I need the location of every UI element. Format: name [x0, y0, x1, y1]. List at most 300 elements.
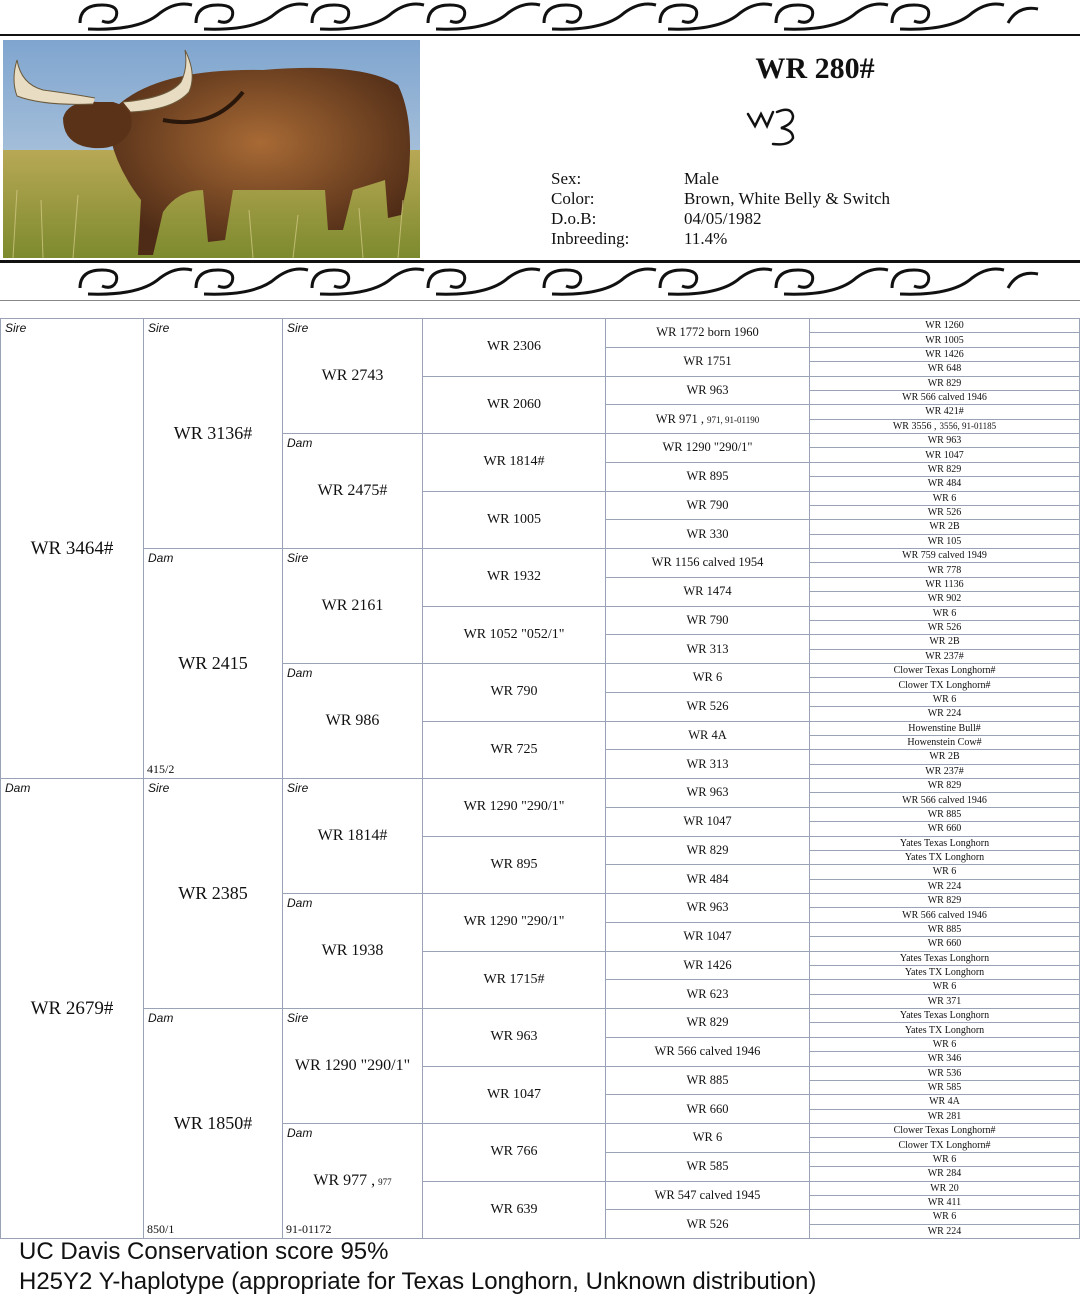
lower-rule: [0, 300, 1080, 301]
info-value: Male: [684, 169, 719, 188]
animal-name: WR 1052 "052/1": [463, 626, 565, 642]
animal-name: WR 829: [927, 377, 962, 389]
conservation-score: UC Davis Conservation score 95%: [19, 1238, 389, 1265]
animal-name-wrap: [656, 325, 758, 340]
animal-name: WR 1814#: [483, 454, 545, 470]
role-label: Sire: [148, 781, 170, 795]
animal-name: WR 536: [927, 1067, 962, 1079]
pedigree-cell-gen6: [810, 1067, 1080, 1081]
pedigree-cell-gen5: [606, 980, 810, 1009]
pedigree-cell-gen6: [810, 635, 1080, 649]
animal-name: WR 778: [927, 564, 962, 576]
animal-name: WR 566 calved 1946: [654, 1044, 761, 1059]
role-label: Dam: [148, 1011, 174, 1025]
animal-name-wrap: [322, 942, 384, 960]
pedigree-cell-gen6: [810, 405, 1080, 419]
animal-name-wrap: [693, 1130, 723, 1145]
registration-suffix: 971, 91-01190: [707, 414, 760, 425]
role-label: Sire: [287, 781, 309, 795]
pedigree-cell-gen6: [810, 1052, 1080, 1066]
pedigree-cell-gen6: [810, 1081, 1080, 1095]
animal-name: WR 790: [686, 612, 729, 627]
animal-name: WR 1260: [925, 320, 964, 332]
pedigree-cell-gen2: [144, 319, 283, 549]
animal-name: WR 963: [686, 900, 729, 915]
animal-name-wrap: [686, 699, 728, 714]
pedigree-cell-gen6: [810, 966, 1080, 980]
animal-name: Clower Texas Longhorn#: [893, 665, 996, 677]
pedigree-cell-gen6: [810, 1009, 1080, 1023]
animal-name-wrap: [928, 435, 962, 446]
pedigree-cell-gen4: [423, 722, 606, 780]
animal-name-wrap: [929, 521, 959, 532]
animal-name: WR 829: [927, 780, 962, 792]
animal-name: Howenstine Bull#: [908, 722, 981, 734]
role-label: Dam: [287, 896, 313, 910]
animal-name-wrap: [933, 866, 957, 877]
animal-name-wrap: [928, 536, 962, 547]
animal-name-wrap: [894, 665, 996, 676]
animal-name-wrap: [656, 412, 759, 427]
scroll-flourish: [80, 4, 1038, 29]
animal-name-wrap: [683, 929, 731, 944]
animal-name: WR 526: [927, 507, 962, 519]
animal-name-wrap: [686, 872, 728, 887]
animal-name: Yates Texas Longhorn: [899, 1010, 990, 1022]
animal-name: WR 895: [686, 469, 729, 484]
animal-name: WR 1426: [683, 957, 732, 972]
info-label: Color:: [551, 189, 595, 208]
animal-name: WR 484: [686, 871, 729, 886]
animal-name: WR 20: [930, 1182, 959, 1194]
animal-name: WR 6: [692, 1130, 723, 1145]
pedigree-cell-gen6: [810, 923, 1080, 937]
animal-name: WR 313: [686, 756, 729, 771]
animal-name-wrap: [686, 1073, 728, 1088]
animal-name-wrap: [905, 967, 984, 978]
animal-name: WR 6: [932, 1038, 957, 1050]
animal-name-wrap: [686, 843, 728, 858]
animal-name-wrap: [683, 814, 731, 829]
animal-name: WR 585: [927, 1082, 962, 1094]
animal-name-wrap: [686, 1102, 728, 1117]
animal-name-wrap: [928, 464, 962, 475]
animal-name: WR 1850#: [173, 1113, 253, 1133]
animal-name: WR 977 ,: [313, 1172, 376, 1189]
pedigree-cell-gen6: [810, 377, 1080, 391]
pedigree-cell-gen4: [423, 434, 606, 492]
animal-name: WR 105: [927, 535, 962, 547]
animal-name-wrap: [908, 723, 981, 734]
animal-name: WR 566 calved 1946: [902, 909, 987, 921]
scroll-flourish: [80, 269, 1038, 294]
animal-name: WR 2415: [178, 653, 248, 673]
pedigree-cell-gen5: [606, 520, 810, 549]
animal-name: WR 1426: [925, 348, 964, 360]
animal-name-wrap: [928, 593, 962, 604]
pedigree-cell-gen6: [810, 520, 1080, 534]
pedigree-cell-gen3: [283, 894, 423, 1009]
animal-name: WR 566 calved 1946: [902, 794, 987, 806]
pedigree-cell-gen2: [144, 779, 283, 1009]
animal-name: WR 2679#: [30, 997, 114, 1019]
animal-name-wrap: [662, 440, 752, 455]
animal-name: WR 829: [686, 842, 729, 857]
animal-name: WR 790: [686, 497, 729, 512]
pedigree-cell-gen5: [606, 779, 810, 808]
animal-name-wrap: [686, 757, 728, 772]
animal-name-wrap: [928, 363, 962, 374]
animal-name: WR 1715#: [483, 971, 545, 987]
animal-name-wrap: [933, 1039, 957, 1050]
pedigree-cell-gen5: [606, 492, 810, 521]
pedigree-cell-gen6: [810, 477, 1080, 491]
animal-name-wrap: [933, 493, 957, 504]
animal-name-wrap: [928, 1168, 962, 1179]
pedigree-cell-gen6: [810, 1167, 1080, 1181]
pedigree-cell-gen3: [283, 779, 423, 894]
animal-name: WR 237#: [925, 765, 964, 777]
animal-name: WR 971 ,: [655, 411, 705, 426]
animal-name-wrap: [686, 469, 728, 484]
animal-name-wrap: [928, 996, 962, 1007]
animal-name-wrap: [929, 1096, 960, 1107]
pedigree-cell-gen5: [606, 635, 810, 664]
animal-name-wrap: [174, 1113, 253, 1134]
role-label: Dam: [287, 1126, 313, 1140]
info-label: Inbreeding:: [551, 229, 630, 248]
animal-name-wrap: [686, 1015, 728, 1030]
pedigree-cell-gen6: [810, 952, 1080, 966]
animal-name-wrap: [928, 1053, 962, 1064]
animal-name: WR 2385: [178, 883, 248, 903]
animal-name-wrap: [928, 1197, 961, 1208]
pedigree-cell-gen6: [810, 678, 1080, 692]
pedigree-cell-gen4: [423, 837, 606, 895]
animal-name: Yates TX Longhorn: [904, 967, 985, 979]
pedigree-cell-gen6: [810, 1225, 1080, 1239]
animal-name-wrap: [928, 622, 962, 633]
pedigree-cell-gen5: [606, 377, 810, 406]
animal-name-wrap: [902, 910, 987, 921]
animal-name: WR 3464#: [30, 537, 114, 559]
animal-name: WR 1751: [683, 354, 732, 369]
animal-name: WR 3136#: [173, 423, 253, 443]
pedigree-cell-gen5: [606, 348, 810, 377]
pedigree-cell-gen6: [810, 1138, 1080, 1152]
animal-name: WR 6: [932, 607, 957, 619]
animal-name-wrap: [905, 852, 984, 863]
animal-name: WR 526: [927, 622, 962, 634]
animal-name-wrap: [322, 367, 384, 385]
pedigree-cell-gen6: [810, 837, 1080, 851]
animal-name-wrap: [928, 924, 962, 935]
pedigree-cell-gen6: [810, 937, 1080, 951]
animal-name: WR 885: [927, 923, 962, 935]
animal-name-wrap: [683, 354, 731, 369]
pedigree-cell-gen6: [810, 621, 1080, 635]
animal-name-wrap: [933, 694, 957, 705]
pedigree-cell-gen6: [810, 722, 1080, 736]
animal-name: WR 885: [927, 808, 962, 820]
animal-name-wrap: [893, 421, 996, 432]
pedigree-cell-gen6: [810, 506, 1080, 520]
animal-name: WR 6: [932, 866, 957, 878]
mid-rule: [0, 260, 1080, 263]
animal-name-wrap: [655, 1188, 761, 1203]
info-label: Sex:: [551, 169, 582, 188]
animal-name: WR 346: [927, 1053, 962, 1065]
animal-name: WR 1047: [683, 814, 732, 829]
animal-name-wrap: [318, 827, 388, 845]
role-label: Sire: [287, 1011, 309, 1025]
pedigree-cell-gen5: [606, 434, 810, 463]
animal-name-wrap: [928, 1226, 962, 1237]
animal-name: WR 2B: [929, 521, 960, 533]
pedigree-cell-gen4: [423, 894, 606, 952]
pedigree-cell-gen5: [606, 952, 810, 981]
pedigree-cell-gen4: [423, 607, 606, 665]
animal-name-wrap: [933, 608, 957, 619]
pedigree-cell-gen5: [606, 1182, 810, 1211]
pedigree-cell-gen6: [810, 319, 1080, 333]
animal-name: WR 829: [686, 1015, 729, 1030]
info-value: 11.4%: [684, 229, 728, 248]
pedigree-cell-gen5: [606, 1210, 810, 1239]
animal-name-wrap: [928, 895, 962, 906]
animal-name: WR 6: [932, 1211, 957, 1223]
animal-name: WR 1290 "290/1": [463, 914, 565, 930]
pedigree-cell-gen4: [423, 1067, 606, 1125]
pedigree-cell-gen6: [810, 1095, 1080, 1109]
pedigree-cell-gen6: [810, 707, 1080, 721]
bottom-scroll-ornament: [0, 264, 1080, 300]
animal-name-wrap: [898, 1140, 990, 1151]
pedigree-cell-gen6: [810, 908, 1080, 922]
pedigree-cell-gen3: [283, 1009, 423, 1124]
animal-name-wrap: [322, 597, 384, 615]
pedigree-cell-gen6: [810, 1038, 1080, 1052]
animal-name: WR 725: [490, 741, 538, 757]
animal-name-wrap: [295, 1057, 410, 1075]
animal-name-wrap: [178, 653, 248, 674]
animal-name: WR 1047: [925, 449, 964, 461]
role-label: Sire: [5, 321, 27, 335]
animal-name: WR 790: [490, 684, 538, 700]
animal-name: Clower Texas Longhorn#: [893, 1125, 996, 1137]
pedigree-cell-gen6: [810, 980, 1080, 994]
animal-name: WR 6: [932, 693, 957, 705]
animal-name-wrap: [655, 1044, 761, 1059]
pedigree-cell-gen5: [606, 1009, 810, 1038]
pedigree-cell-gen5: [606, 808, 810, 837]
info-value: 04/05/1982: [684, 209, 762, 228]
animal-name-wrap: [925, 766, 964, 777]
animal-name: Yates TX Longhorn: [904, 852, 985, 864]
pedigree-cell-gen6: [810, 750, 1080, 764]
y-haplotype: H25Y2 Y-haplotype (appropriate for Texas Longhorn, Unknown distribution): [19, 1268, 817, 1295]
pedigree-cell-gen6: [810, 808, 1080, 822]
pedigree-cell-gen6: [810, 779, 1080, 793]
animal-name-wrap: [652, 555, 764, 570]
animal-name-wrap: [928, 1111, 962, 1122]
animal-name-wrap: [902, 550, 987, 561]
role-label: Dam: [287, 436, 313, 450]
pedigree-cell-gen3: [283, 434, 423, 549]
animal-name-wrap: [31, 538, 114, 560]
animal-name-wrap: [693, 670, 723, 685]
animal-name-wrap: [898, 680, 990, 691]
animal-name-wrap: [686, 383, 728, 398]
animal-name: WR 963: [686, 785, 729, 800]
pedigree-cell-gen4: [423, 492, 606, 550]
animal-name: WR 6: [932, 492, 957, 504]
pedigree-cell-gen4: [423, 952, 606, 1010]
animal-name: WR 1005: [925, 334, 964, 346]
pedigree-cell-gen5: [606, 1038, 810, 1067]
animal-name: WR 2306: [486, 339, 542, 355]
role-label: Dam: [5, 781, 31, 795]
pedigree-cell-gen4: [423, 377, 606, 435]
animal-name: Clower TX Longhorn#: [898, 1139, 991, 1151]
animal-name-title: WR 280#: [755, 52, 875, 85]
animal-name: WR 2B: [929, 751, 960, 763]
brand-mark-icon: [743, 100, 803, 150]
pedigree-cell-gen6: [810, 348, 1080, 362]
pedigree-cell-gen6: [810, 1153, 1080, 1167]
animal-name-wrap: [686, 1159, 728, 1174]
pedigree-cell-gen6: [810, 880, 1080, 894]
animal-name: WR 986: [325, 712, 380, 729]
animal-name-wrap: [318, 482, 388, 500]
pedigree-cell-gen5: [606, 1095, 810, 1124]
role-label: Dam: [287, 666, 313, 680]
pedigree-cell-gen6: [810, 563, 1080, 577]
animal-name: WR 639: [490, 1201, 538, 1217]
pedigree-cell-gen6: [810, 362, 1080, 376]
animal-name: WR 963: [490, 1029, 538, 1045]
animal-name: WR 2B: [929, 636, 960, 648]
animal-name: WR 660: [686, 1101, 729, 1116]
animal-name-wrap: [686, 900, 728, 915]
animal-name-wrap: [688, 728, 727, 743]
pedigree-cell-gen5: [606, 578, 810, 607]
animal-name-wrap: [925, 450, 964, 461]
animal-name: WR 1938: [321, 942, 384, 959]
animal-name: WR 829: [927, 895, 962, 907]
pedigree-cell-gen6: [810, 793, 1080, 807]
animal-name: WR 660: [927, 938, 962, 950]
role-label: Sire: [148, 321, 170, 335]
animal-name: WR 1005: [486, 511, 542, 527]
animal-name-wrap: [928, 565, 962, 576]
pedigree-cell-gen6: [810, 578, 1080, 592]
animal-name: WR 526: [686, 1216, 729, 1231]
animal-name: WR 648: [927, 363, 962, 375]
pedigree-cell-gen5: [606, 894, 810, 923]
animal-name: WR 3556 ,: [892, 420, 937, 432]
pedigree-cell-gen6: [810, 1196, 1080, 1210]
registry-note: 91-01172: [286, 1222, 332, 1236]
animal-name-wrap: [928, 780, 962, 791]
animal-name-wrap: [925, 349, 964, 360]
animal-name: Howenstein Cow#: [907, 737, 982, 749]
pedigree-cell-gen6: [810, 1110, 1080, 1124]
animal-name: WR 2475#: [317, 482, 388, 499]
animal-name-wrap: [683, 584, 731, 599]
pedigree-cell-gen5: [606, 1124, 810, 1153]
animal-name: WR 484: [927, 478, 962, 490]
pedigree-cell-gen4: [423, 1182, 606, 1240]
animal-name: WR 1290 "290/1": [662, 440, 753, 455]
animal-name: WR 585: [686, 1159, 729, 1174]
animal-name: WR 2060: [486, 396, 542, 412]
pedigree-cell-gen5: [606, 865, 810, 894]
animal-name-wrap: [31, 998, 114, 1020]
animal-name: WR 224: [927, 880, 962, 892]
pedigree-cell-gen6: [810, 693, 1080, 707]
pedigree-cell-gen1: [1, 779, 144, 1239]
animal-name: WR 2161: [321, 597, 384, 614]
animal-name-wrap: [930, 1183, 959, 1194]
pedigree-cell-gen6: [810, 894, 1080, 908]
pedigree-cell-gen2: [144, 549, 283, 779]
animal-name: Yates TX Longhorn: [904, 1024, 985, 1036]
animal-name: Yates Texas Longhorn: [899, 952, 990, 964]
animal-name-wrap: [933, 981, 957, 992]
pedigree-cell-gen5: [606, 837, 810, 866]
animal-name-wrap: [686, 498, 728, 513]
animal-name: WR 1290 "290/1": [463, 799, 565, 815]
animal-name: WR 1047: [486, 1086, 542, 1102]
info-label: D.o.B:: [551, 209, 597, 228]
animal-name-wrap: [313, 1172, 391, 1190]
animal-name-wrap: [928, 378, 962, 389]
animal-name-wrap: [686, 987, 728, 1002]
pedigree-cell-gen6: [810, 1182, 1080, 1196]
animal-name-wrap: [174, 423, 253, 444]
pedigree-cell-gen4: [423, 1124, 606, 1182]
pedigree-cell-gen3: [283, 319, 423, 434]
animal-name: WR 1474: [683, 584, 732, 599]
pedigree-cell-gen6: [810, 851, 1080, 865]
animal-name: WR 281: [927, 1110, 962, 1122]
pedigree-cell-gen6: [810, 492, 1080, 506]
animal-name: WR 1814#: [317, 827, 388, 844]
animal-name-wrap: [928, 938, 962, 949]
animal-name-wrap: [925, 651, 964, 662]
pedigree-cell-gen6: [810, 333, 1080, 347]
animal-name-wrap: [686, 527, 728, 542]
animal-name: WR 224: [927, 708, 962, 720]
animal-name: WR 963: [927, 435, 962, 447]
animal-name-wrap: [686, 642, 728, 657]
animal-name: WR 421#: [925, 406, 964, 418]
animal-name: WR 829: [927, 463, 962, 475]
top-rule: [0, 34, 1080, 36]
animal-name-wrap: [686, 1217, 728, 1232]
animal-name: WR 1136: [925, 578, 964, 590]
pedigree-cell-gen4: [423, 779, 606, 837]
pedigree-cell-gen2: [144, 1009, 283, 1239]
animal-name: Yates Texas Longhorn: [899, 837, 990, 849]
pedigree-cell-gen6: [810, 549, 1080, 563]
animal-name-wrap: [902, 795, 987, 806]
animal-name: WR 1932: [486, 569, 542, 585]
animal-name-wrap: [925, 406, 964, 417]
registry-note: 415/2: [147, 762, 175, 776]
animal-name: WR 411: [927, 1197, 962, 1209]
